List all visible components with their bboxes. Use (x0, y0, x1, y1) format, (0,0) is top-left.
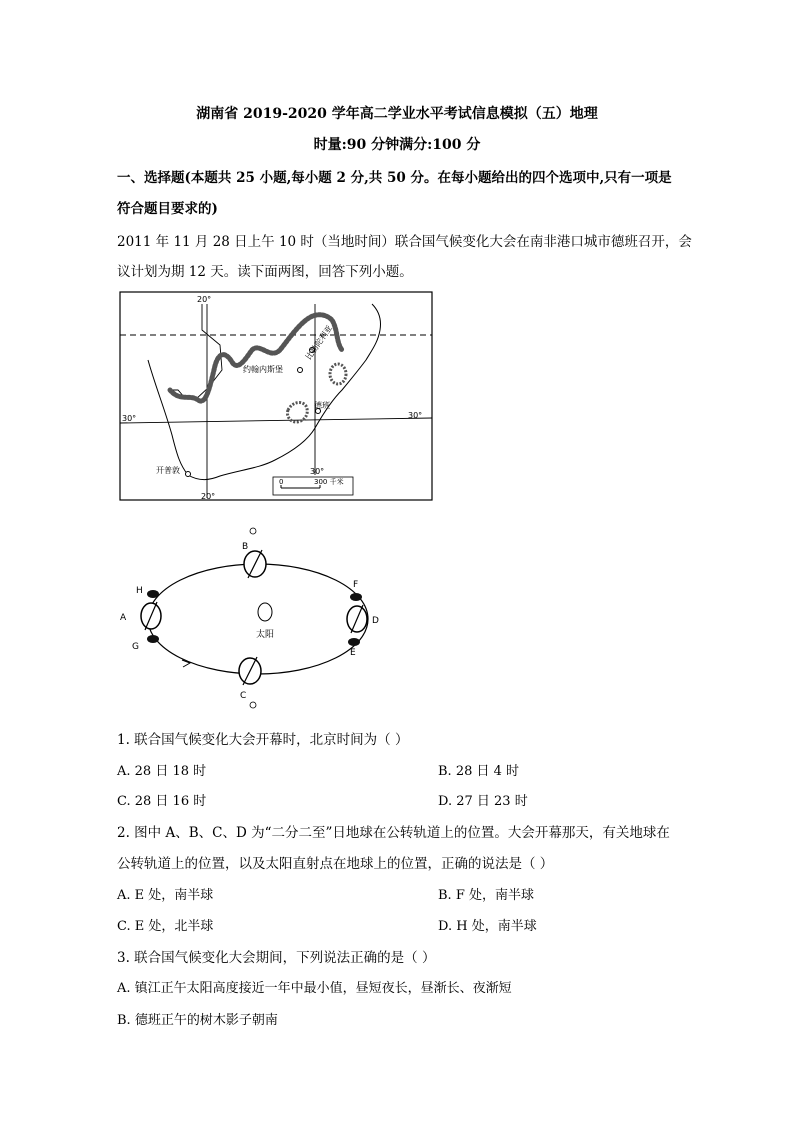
label-F: F (353, 580, 359, 590)
label-lat-left: 30° (122, 414, 137, 423)
pole-marker-bottom (250, 702, 256, 708)
label-G: G (132, 642, 139, 652)
question-2-stem-line1: 2. 图中 A、B、C、D 为“二分二至”日地球在公转轨道上的位置。大会开幕那天，有关地球在 (117, 825, 670, 841)
question-2-option-a[interactable]: A. E 处，南半球 (117, 888, 214, 903)
section-heading-line2: 符合题目要求的) (117, 201, 218, 217)
label-pretoria: 比勒陀利亚 (303, 323, 335, 362)
earth-G (147, 635, 159, 643)
south-africa-map (110, 290, 440, 510)
pole-marker-top (250, 528, 256, 534)
question-2-option-d[interactable]: D. H 处，南半球 (438, 919, 537, 934)
question-3-option-b[interactable]: B. 德班正午的树木影子朝南 (117, 1013, 278, 1028)
label-lon-top: 20° (197, 295, 212, 304)
label-A: A (120, 613, 127, 623)
label-durban: 德班 (314, 401, 330, 410)
earth-H (147, 590, 159, 598)
label-capetown: 开普敦 (156, 466, 180, 475)
label-lon-bottom-right: 30° (310, 467, 325, 476)
sun (258, 603, 272, 621)
question-2-option-c[interactable]: C. E 处，北半球 (117, 919, 214, 934)
sun-label: 太阳 (256, 630, 275, 640)
question-1-option-d[interactable]: D. 27 日 23 时 (438, 794, 528, 809)
earth-E (348, 638, 360, 646)
scale-value: 300 千米 (314, 478, 344, 486)
orbit-ellipse (148, 564, 368, 674)
page-title: 湖南省 2019-2020 学年高二学业水平考试信息模拟（五）地理 (196, 106, 598, 122)
section-heading-line1: 一、选择题(本题共 25 小题,每小题 2 分,共 50 分。在每小题给出的四个选项中,只有一项是 (117, 170, 672, 186)
label-D: D (372, 616, 379, 626)
intro-line1: 2011 年 11 月 28 日上午 10 时（当地时间）联合国气候变化大会在南非港口城市德班召开，会 (117, 234, 692, 250)
orbit-direction-arrow (182, 660, 190, 667)
earth-orbit-diagram (110, 522, 390, 717)
label-lat-right: 30° (408, 411, 423, 420)
question-3-option-a[interactable]: A. 镇江正午太阳高度接近一年中最小值，昼短夜长，昼渐长、夜渐短 (117, 981, 512, 996)
question-2-option-b[interactable]: B. F 处，南半球 (438, 888, 534, 903)
label-C: C (240, 691, 247, 701)
earth-F (350, 593, 362, 601)
scale-zero: 0 (279, 478, 284, 486)
page-subtitle: 时量:90 分钟满分:100 分 (313, 137, 481, 153)
question-1-option-a[interactable]: A. 28 日 18 时 (117, 764, 207, 779)
label-johannesburg: 约翰内斯堡 (243, 365, 283, 374)
question-3-stem: 3. 联合国气候变化大会期间，下列说法正确的是（ ） (117, 950, 436, 966)
label-B: B (242, 542, 249, 552)
question-1-option-b[interactable]: B. 28 日 4 时 (438, 764, 520, 779)
question-1-stem: 1. 联合国气候变化大会开幕时，北京时间为（ ） (117, 732, 409, 748)
capetown-dot (186, 472, 191, 477)
question-1-option-c[interactable]: C. 28 日 16 时 (117, 794, 207, 809)
label-E: E (350, 648, 356, 658)
intro-line2: 议计划为期 12 天。读下面两图，回答下列小题。 (117, 264, 413, 280)
label-lon-bottom-left: 20° (201, 492, 216, 501)
label-H: H (136, 586, 143, 596)
johannesburg-dot (298, 368, 303, 373)
question-2-stem-line2: 公转轨道上的位置，以及太阳直射点在地球上的位置，正确的说法是（ ） (117, 856, 554, 872)
